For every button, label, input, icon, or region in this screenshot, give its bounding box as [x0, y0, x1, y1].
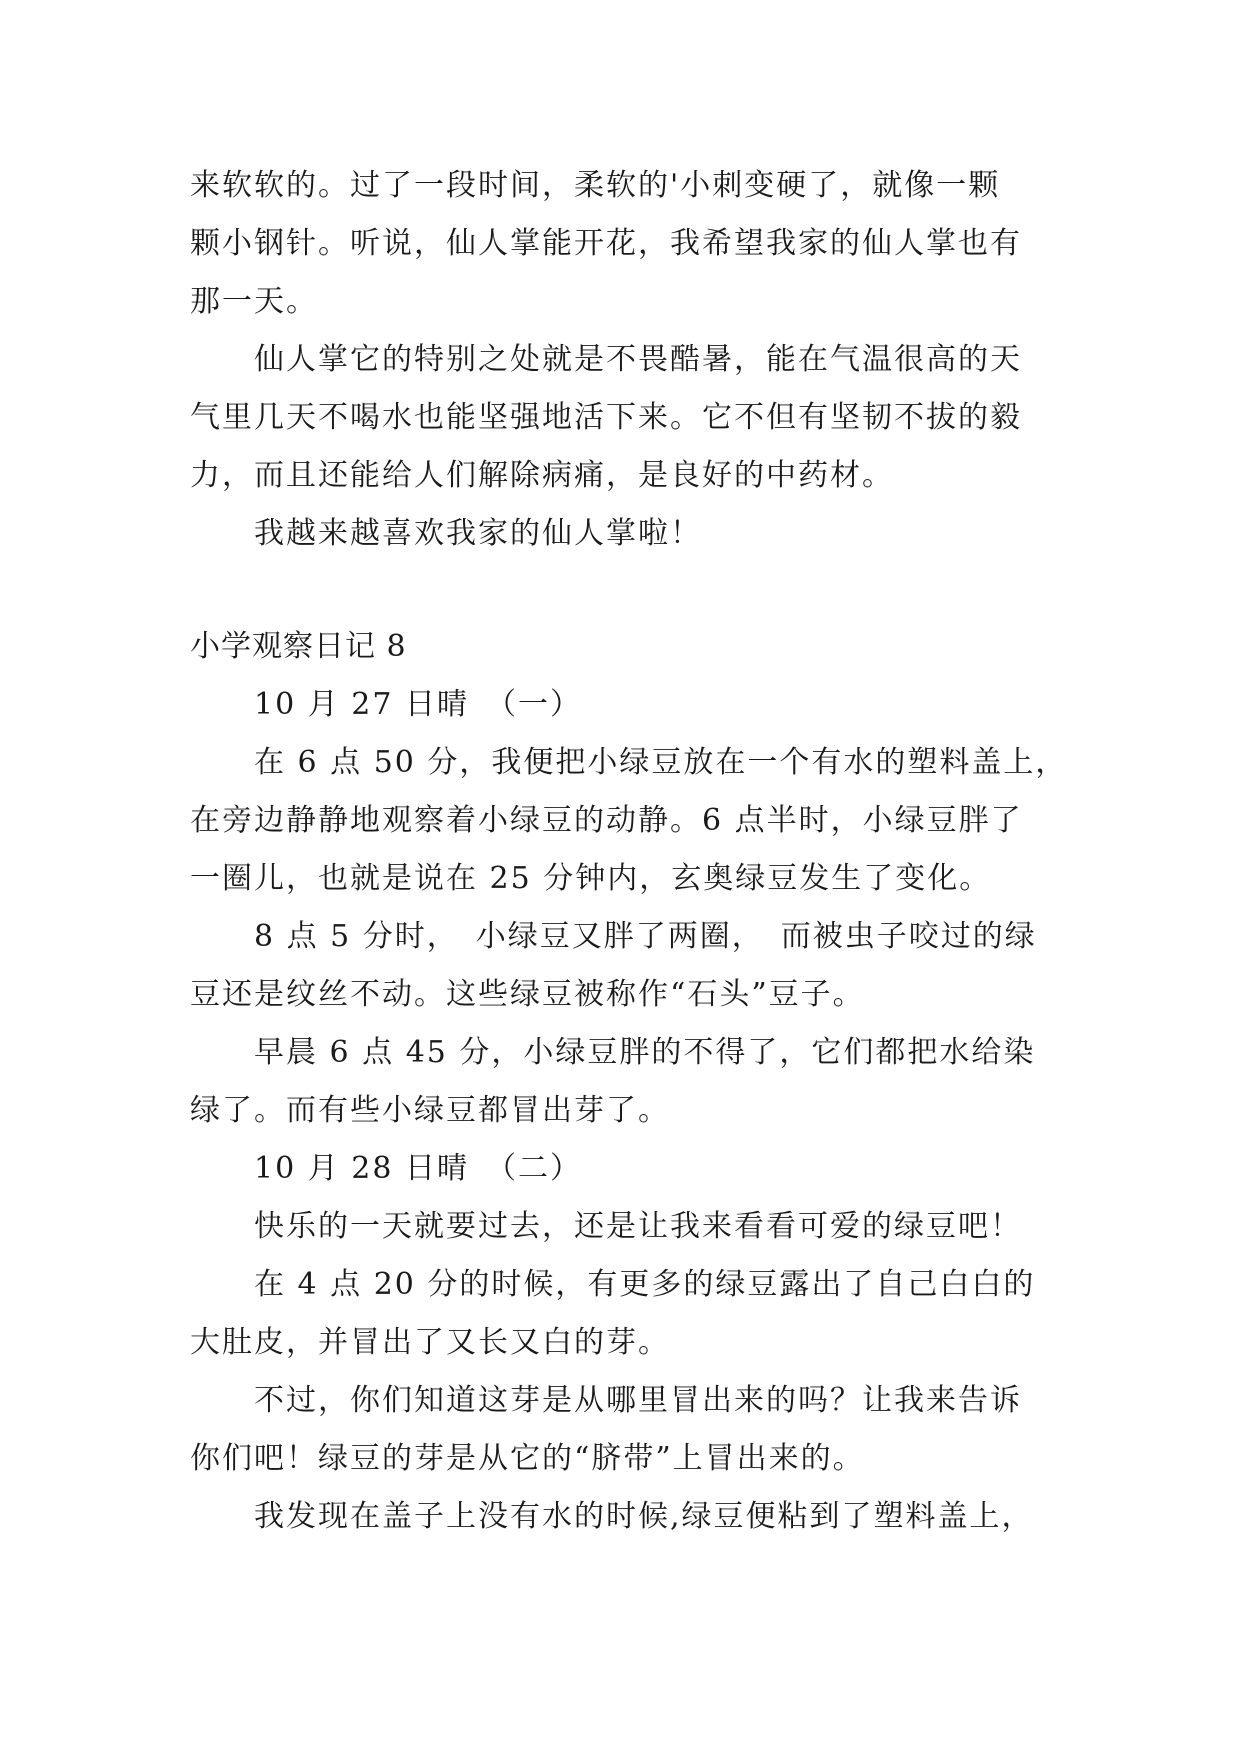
paragraph-line: 早晨 6 点 45 分，小绿豆胖的不得了，它们都把水给染 [254, 1035, 1036, 1070]
paragraph-line: 在 6 点 50 分，我便把小绿豆放在一个有水的塑料盖上， [254, 745, 1068, 780]
paragraph-line: 一圈儿，也就是说在 25 分钟内，玄奥绿豆发生了变化。 [190, 861, 992, 896]
date-heading: 10 月 27 日晴 （一） [254, 687, 582, 722]
paragraph-line: 仙人掌它的特别之处就是不畏酷暑，能在气温很高的天 [254, 342, 1022, 377]
paragraph-line: 我发现在盖子上没有水的时候,绿豆便粘到了塑料盖上， [254, 1499, 1034, 1534]
paragraph-line: 我越来越喜欢我家的仙人掌啦！ [254, 516, 702, 551]
paragraph-line: 颗小钢针。听说，仙人掌能开花，我希望我家的仙人掌也有 [190, 226, 1022, 261]
paragraph-line: 在 4 点 20 分的时候，有更多的绿豆露出了自己白白的 [254, 1267, 1036, 1302]
paragraph-line: 气里几天不喝水也能坚强地活下来。它不但有坚韧不拔的毅 [190, 400, 1022, 435]
paragraph-line: 你们吧！绿豆的芽是从它的“脐带”上冒出来的。 [190, 1441, 865, 1476]
date-heading: 10 月 28 日晴 （二） [254, 1151, 582, 1186]
paragraph-line: 不过，你们知道这芽是从哪里冒出来的吗？让我来告诉 [254, 1383, 1022, 1418]
paragraph-line: 那一天。 [190, 284, 318, 319]
paragraph-line: 力，而且还能给人们解除病痛，是良好的中药材。 [190, 458, 894, 493]
paragraph-line: 在旁边静静地观察着小绿豆的动静。6 点半时，小绿豆胖了 [190, 803, 1023, 838]
paragraph-line: 来软软的。过了一段时间，柔软的'小刺变硬了，就像一颗 [190, 168, 1001, 203]
paragraph-line: 8 点 5 分时， 小绿豆又胖了两圈， 而被虫子咬过的绿 [254, 919, 1037, 954]
paragraph-line: 绿了。而有些小绿豆都冒出芽了。 [190, 1093, 670, 1128]
paragraph-line: 大肚皮，并冒出了又长又白的芽。 [190, 1325, 670, 1360]
paragraph-line: 豆还是纹丝不动。这些绿豆被称作“石头”豆子。 [190, 977, 865, 1012]
paragraph-line: 快乐的一天就要过去，还是让我来看看可爱的绿豆吧！ [254, 1209, 1022, 1244]
section-title: 小学观察日记 8 [190, 629, 407, 664]
